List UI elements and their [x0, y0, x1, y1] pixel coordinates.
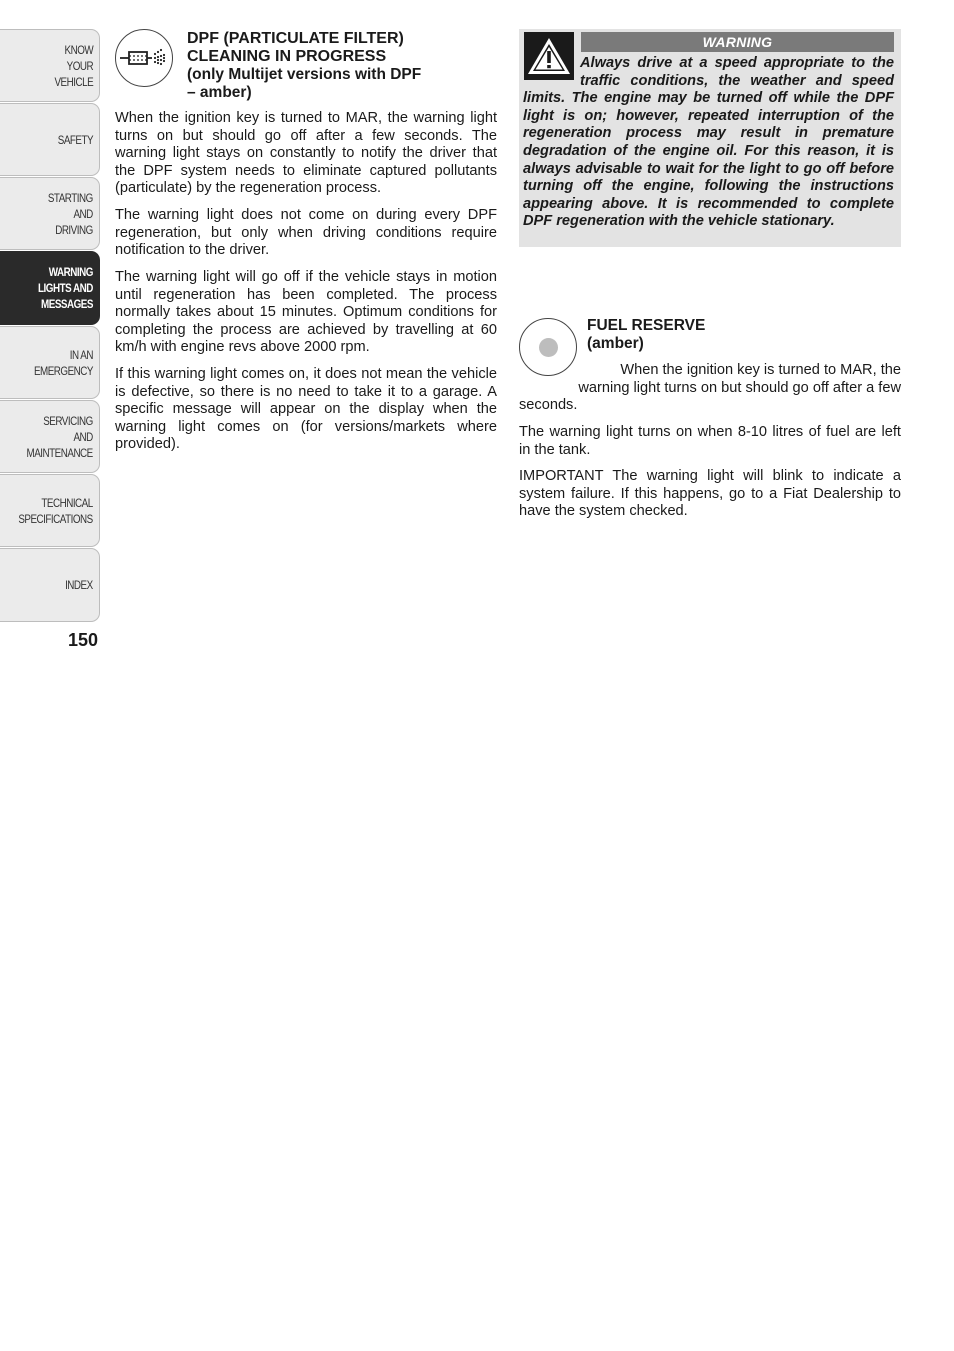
tab-starting-and-driving[interactable]: [0, 177, 100, 250]
dpf-title-line: CLEANING IN PROGRESS: [187, 48, 387, 65]
lamp-dot-icon: [539, 338, 558, 357]
tab-label: KNOW YOUR VEHICLE: [54, 42, 93, 89]
tab-label: IN AN EMERGENCY: [33, 347, 93, 378]
warning-box: [519, 29, 901, 247]
fuel-intro-line: When the ignition key is turned to MAR, the: [620, 362, 901, 378]
tab-servicing-and-maintenance[interactable]: [0, 400, 100, 473]
fuel-heading: [587, 317, 887, 353]
dpf-heading: [187, 30, 487, 102]
fuel-paragraph: IMPORTANT The warning light will blink to indicate a system failure. If this happens, go to a Fiat Dealership to have the system checked.: [519, 468, 901, 520]
tab-index[interactable]: [0, 548, 100, 622]
fuel-intro-line: warning light turns on but should go off after a few: [578, 379, 901, 396]
tab-technical-specifications[interactable]: [0, 474, 100, 547]
fuel-subtitle-line: (amber): [587, 335, 644, 352]
tab-label: STARTING AND DRIVING: [48, 190, 93, 237]
tab-know-your-vehicle[interactable]: [0, 29, 100, 102]
dpf-subtitle-line: (only Multijet versions with DPF: [187, 66, 422, 83]
page-number: 150: [67, 630, 98, 650]
fuel-intro: [519, 362, 901, 415]
dpf-subtitle-line: – amber): [187, 84, 252, 101]
fuel-title-line: FUEL RESERVE: [587, 317, 706, 334]
tab-label: TECHNICAL SPECIFICATIONS: [18, 495, 93, 526]
tab-label: INDEX: [65, 578, 93, 592]
warning-header: WARNING: [581, 32, 894, 52]
tab-in-an-emergency[interactable]: [0, 326, 100, 399]
tab-label: SAFETY: [57, 132, 93, 147]
dpf-title-line: DPF (PARTICULATE FILTER): [187, 30, 404, 47]
fuel-paragraph: The warning light turns on when 8-10 litres of fuel are left in the tank.: [519, 424, 901, 458]
tab-safety[interactable]: [0, 103, 100, 176]
tab-label: SERVICING AND MAINTENANCE: [26, 413, 93, 460]
particulate-filter-icon: [115, 29, 173, 87]
dpf-paragraph: If this warning light comes on, it does not mean the vehicle is defective, so there is no need to take it to a garage. A specific message will appear on the display when the warning light comes on (for versions/markets where provided).: [115, 366, 497, 453]
warning-text: Always drive at a speed appropriate to the traffic conditions, the weather and speed limits. The engine may be turned off while the DPF light is on; however, repeated interruption of the regeneration process may result in premature degradation of the engine oil. For this reason, it is always advisable to wait for the light to go off before turning off the engine, following the instructions appearing above. It is recommended to complete DPF regeneration with the vehicle stationary.: [523, 55, 894, 230]
dpf-paragraph: When the ignition key is turned to MAR, the warning light turns on but should go off after a few seconds. The warning light stays on constantly to notify the driver that the DPF system needs to eliminate captured pollutants (particulate) by the regeneration process.: [115, 110, 497, 197]
tab-warning-lights-and-messages[interactable]: [0, 251, 100, 325]
fuel-intro-line: seconds.: [519, 397, 578, 414]
dpf-paragraph: The warning light does not come on during every DPF regeneration, but only when driving conditions require notification to the driver.: [115, 207, 497, 259]
dpf-paragraph: The warning light will go off if the vehicle stays in motion until regeneration has been completed. The process normally takes about 15 minutes. Optimum conditions for completing the process are achieved by travelling at 60 km/h with engine revs above 2000 rpm.: [115, 269, 497, 356]
tab-label: WARNING LIGHTS AND MESSAGES: [38, 265, 93, 311]
